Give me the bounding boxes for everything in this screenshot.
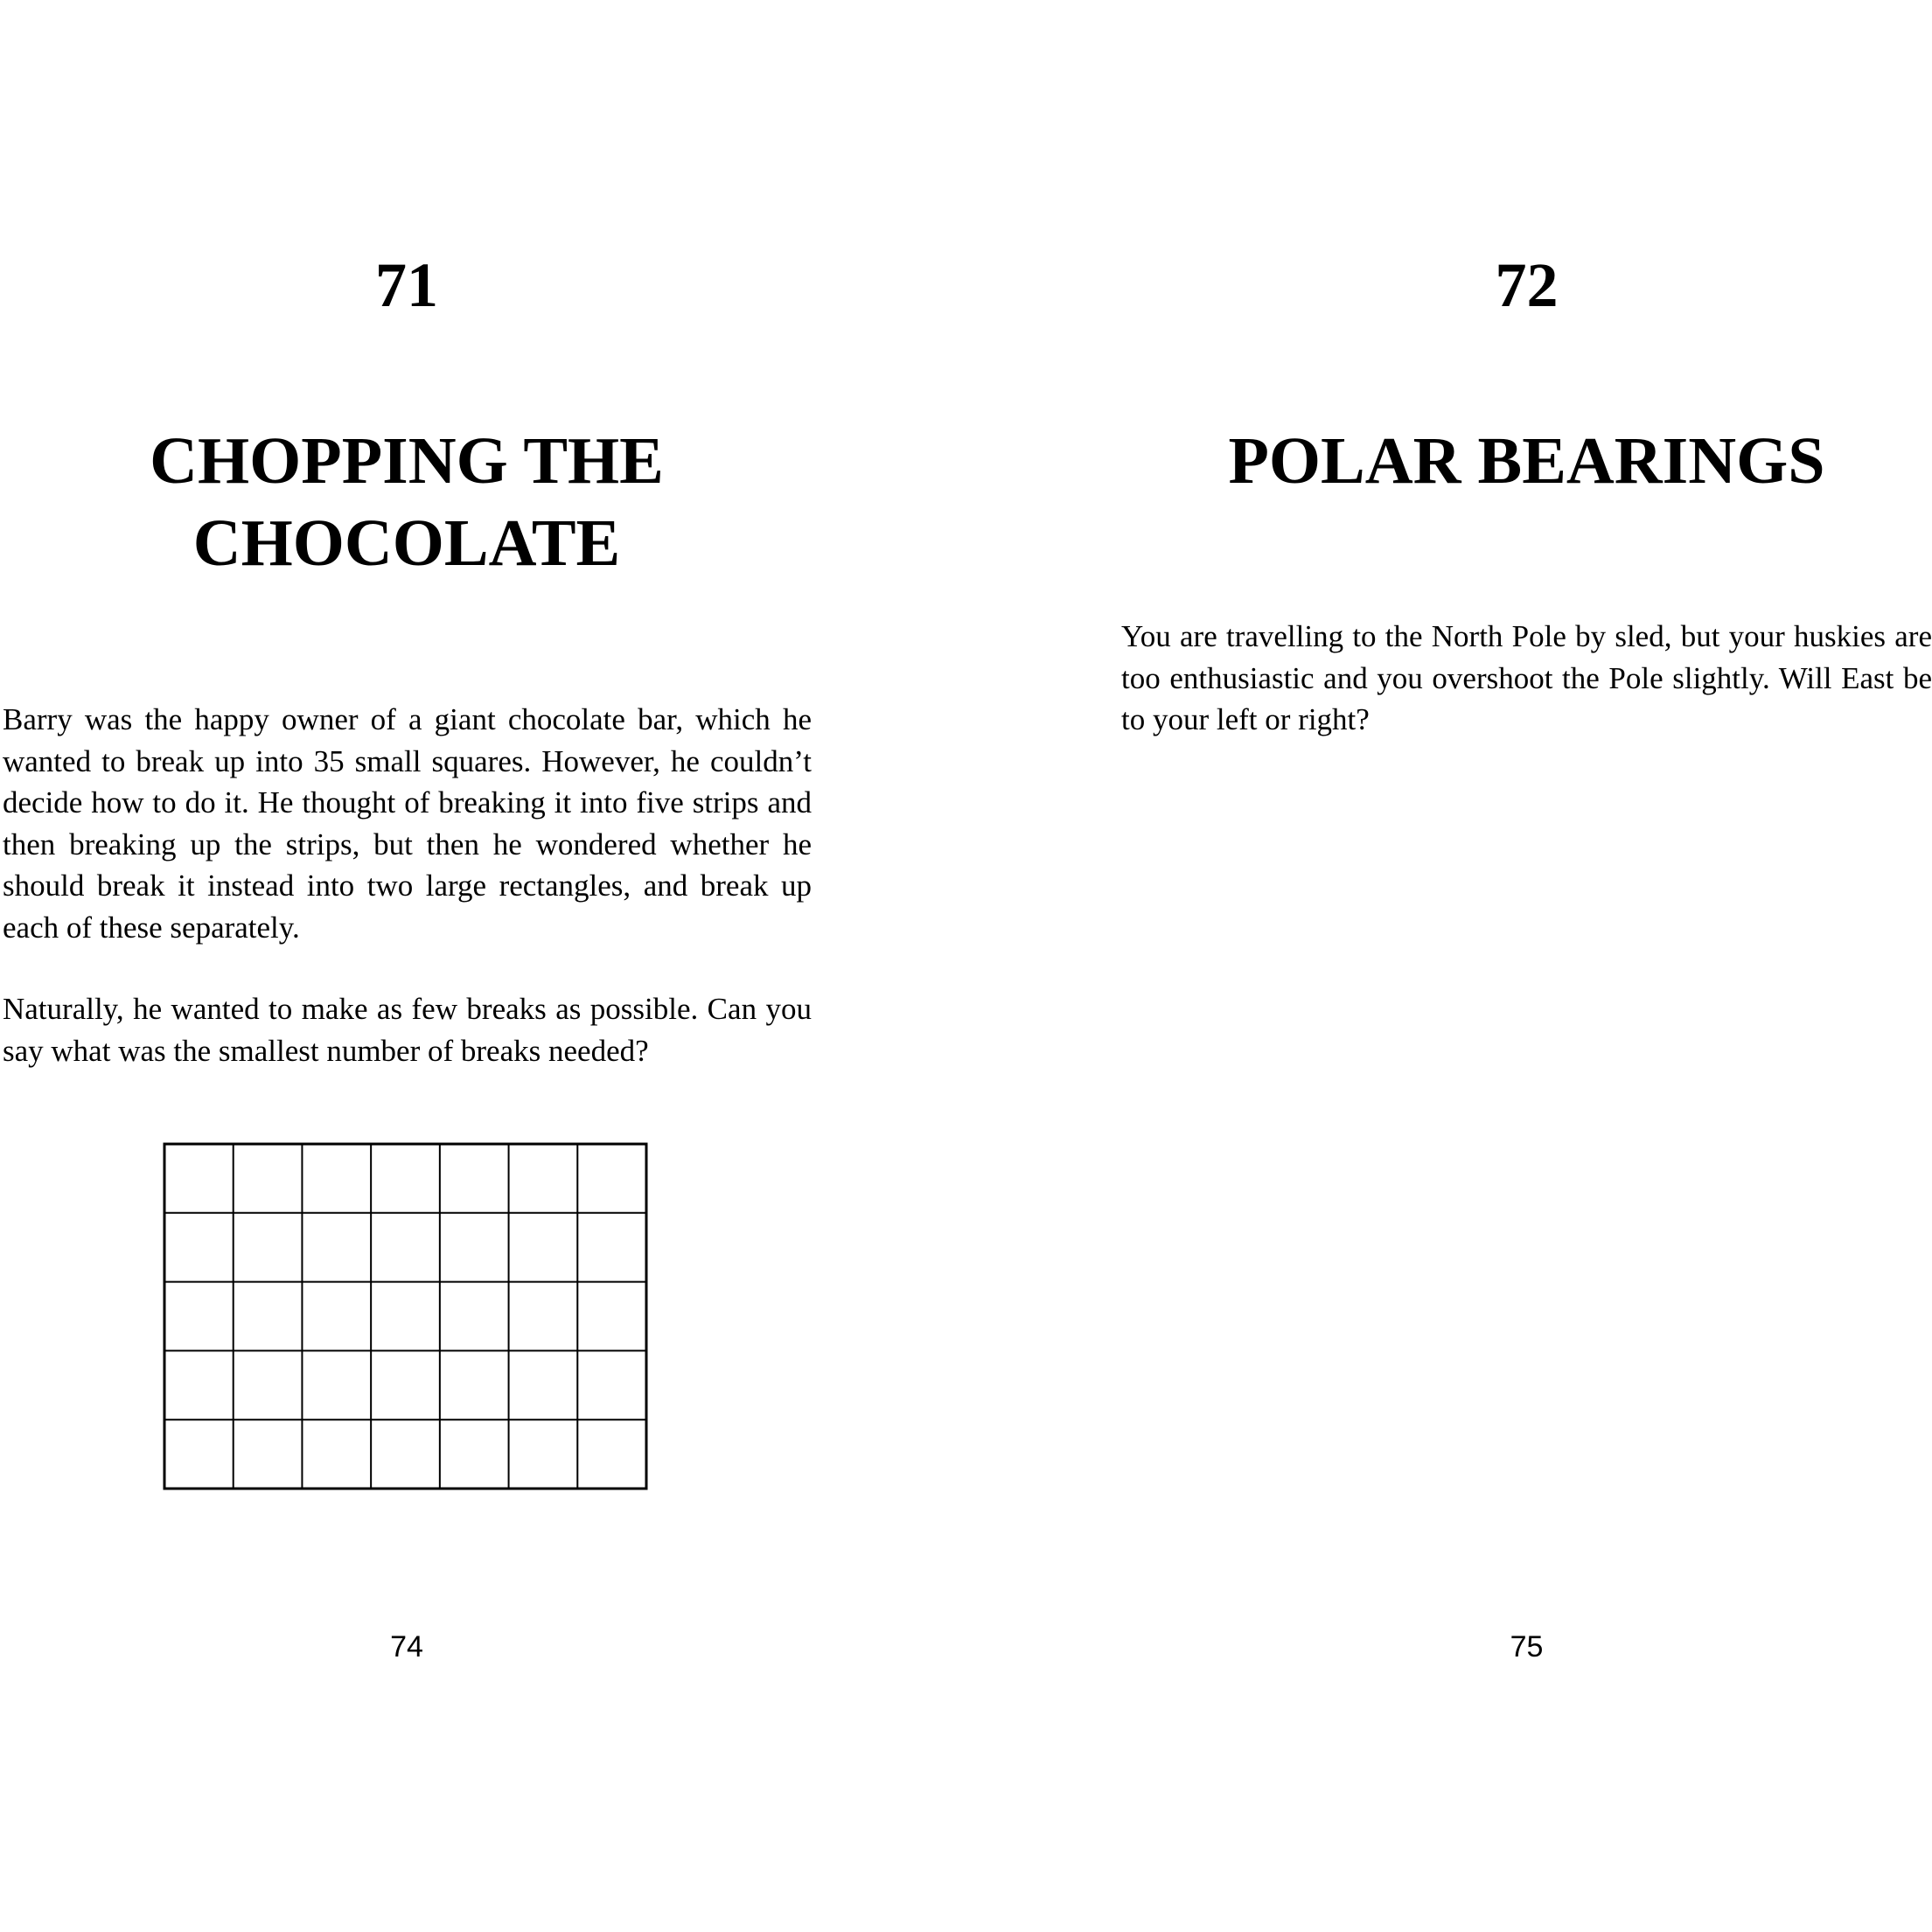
puzzle-title xyxy=(0,420,813,584)
right-page xyxy=(1121,0,1932,1932)
page-number: 74 xyxy=(390,1630,423,1663)
puzzle-paragraph-2: Naturally, he wanted to make as few breaks as possible. Can you say what was the smallest number of breaks needed? xyxy=(3,992,812,1068)
puzzle-number: 72 xyxy=(1495,250,1559,320)
puzzle-number: 71 xyxy=(375,250,438,320)
puzzle-title: POLAR BEARINGS xyxy=(1228,424,1825,498)
puzzle-paragraph-1: Barry was the happy owner of a giant chocolate bar, which he wanted to break up into 35 small squares. However, he couldn’t decide how to do it. He thought of breaking it into five strips and then breaking up the strips, but then he wondered whether he should break it instead into two large rectangles, and break up each of these separately. xyxy=(3,702,812,945)
chocolate-grid xyxy=(163,1142,648,1490)
left-page xyxy=(0,0,813,1932)
page-number: 75 xyxy=(1510,1630,1544,1663)
grid-outline xyxy=(164,1144,646,1489)
grid-lines xyxy=(164,1144,646,1489)
puzzle-paragraph-1: You are travelling to the North Pole by sled, but your huskies are too enthusiastic and you overshoot the Pole slightly. Will East be to your left or right? xyxy=(1121,619,1932,736)
puzzle-title-line-2: CHOCOLATE xyxy=(192,506,621,580)
puzzle-title-line-1: CHOPPING THE xyxy=(150,424,664,498)
